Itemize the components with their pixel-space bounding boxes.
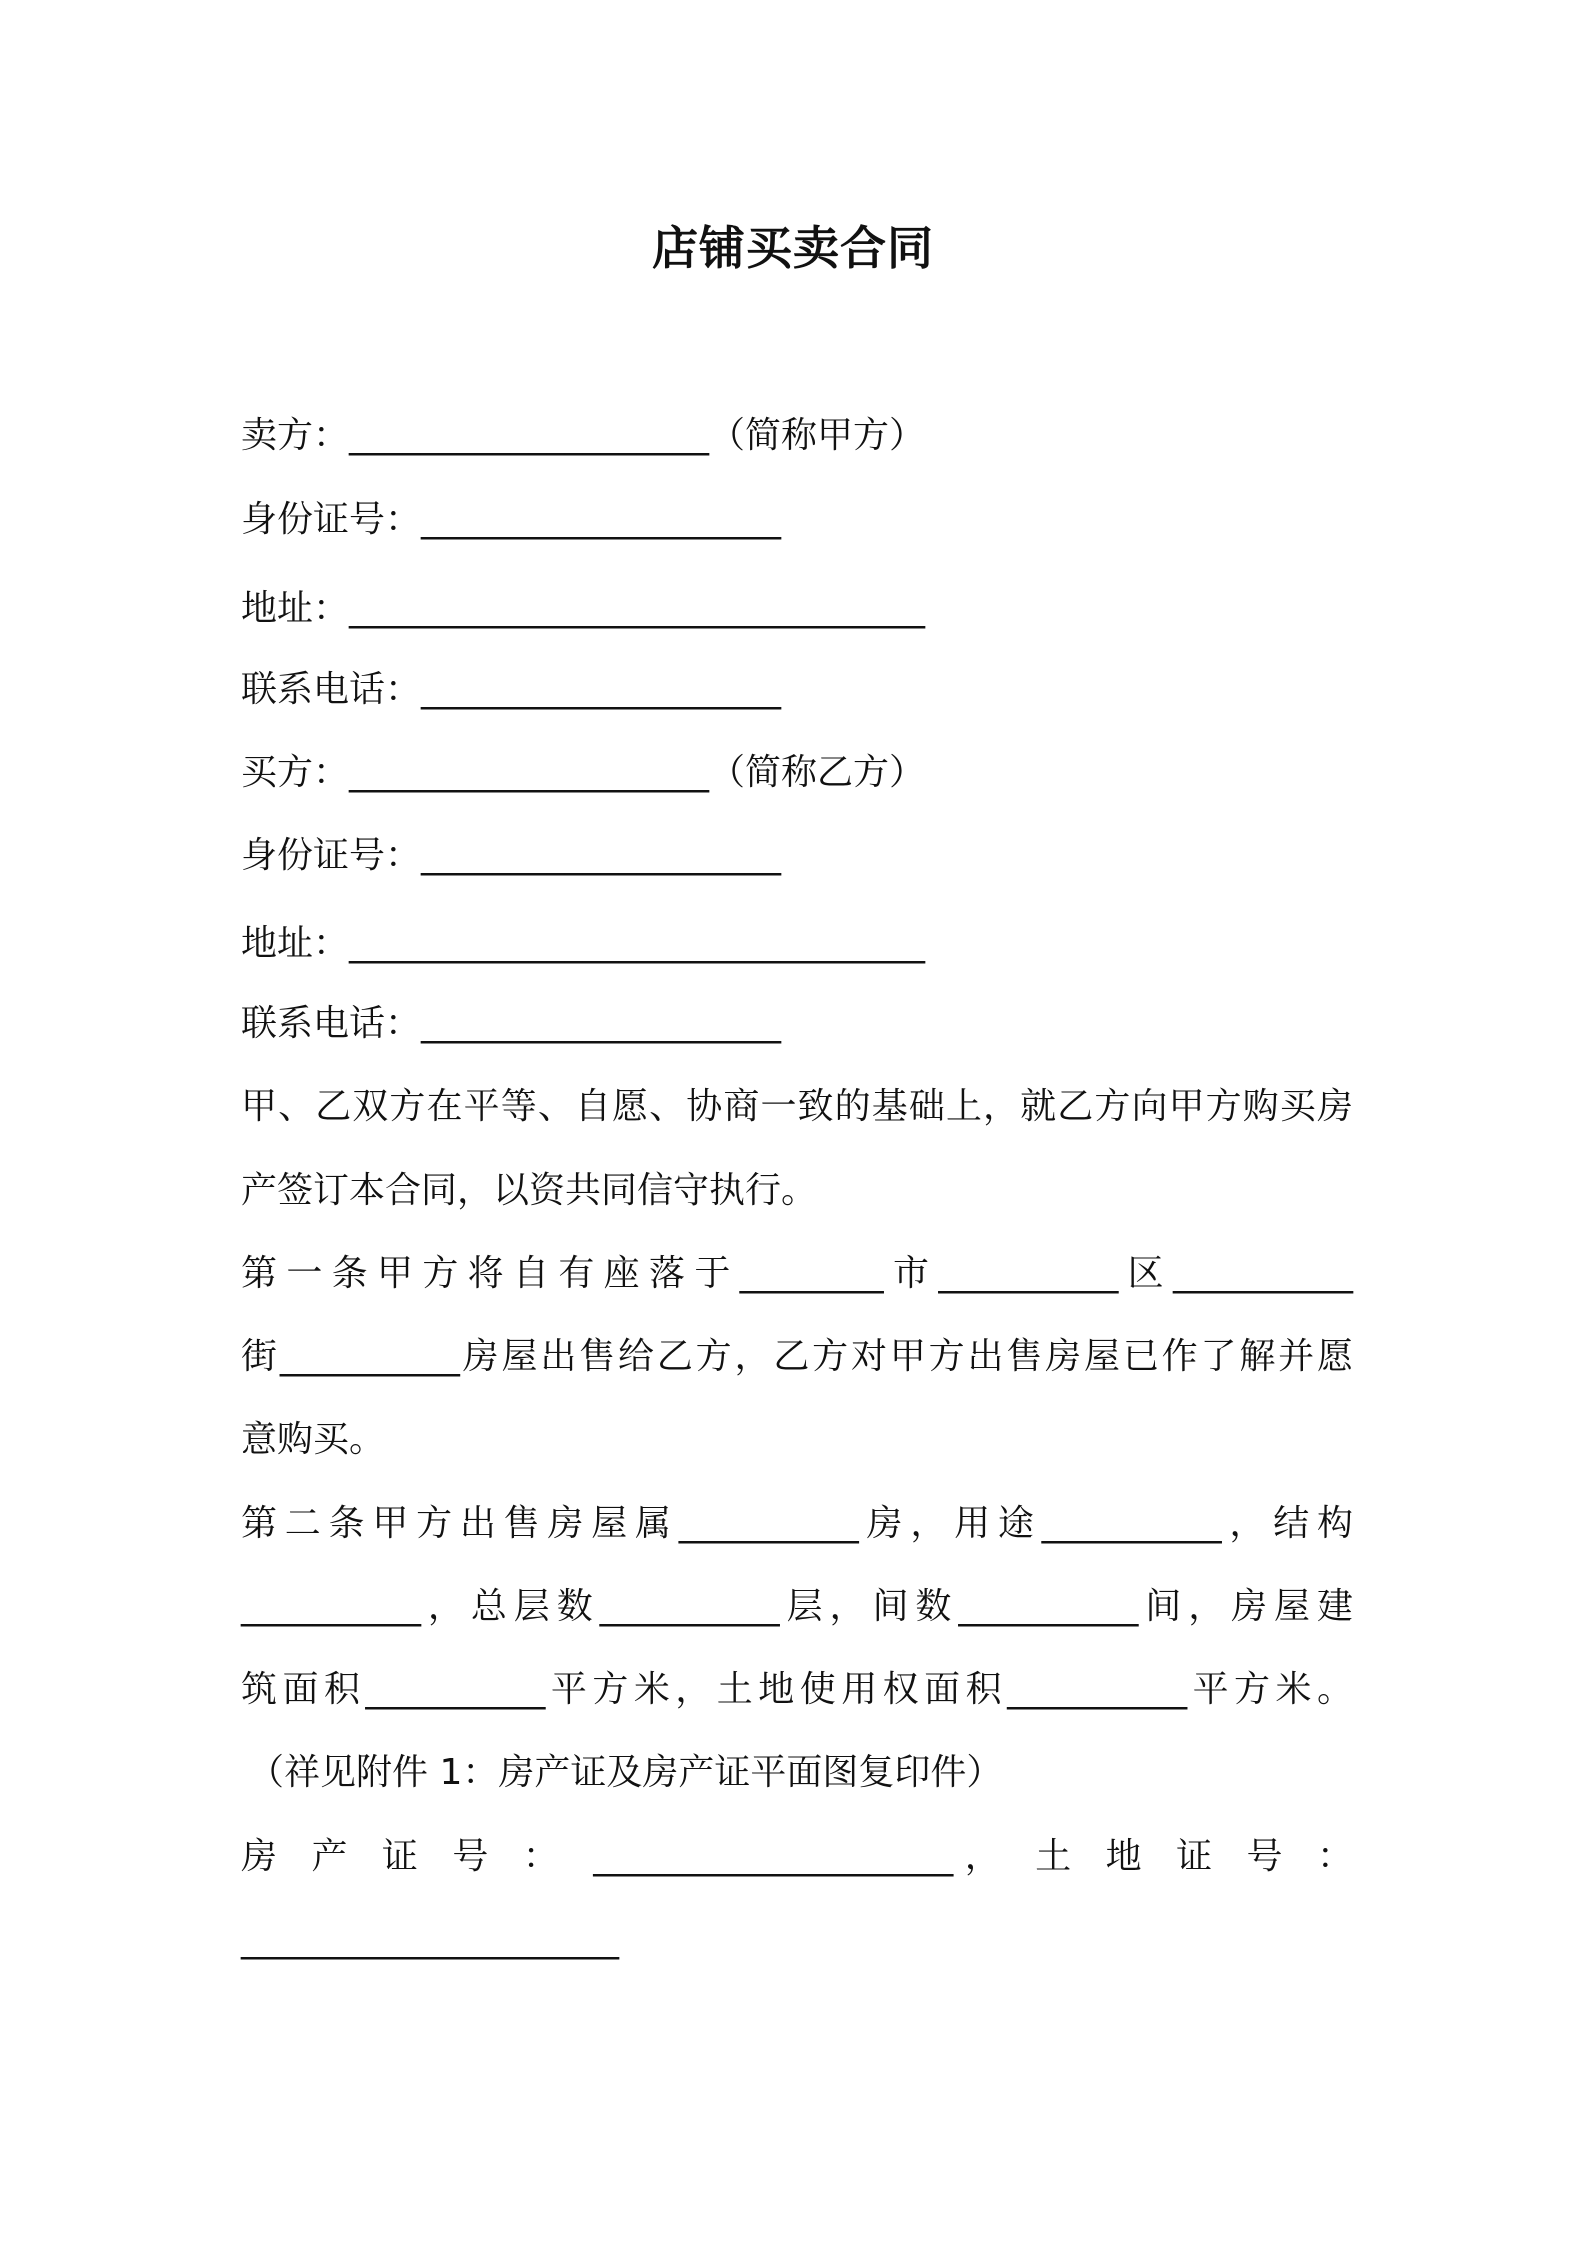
seller-address-line: 地址：________________________________ [241, 588, 926, 629]
article-2-line-2: __________，总层数__________层，间数__________间，房屋建 [241, 1586, 1353, 1627]
buyer-id-line: 身份证号：____________________ [241, 835, 782, 876]
seller-name-line: 卖方：____________________（简称甲方） [241, 415, 926, 456]
buyer-name-line: 买方：____________________（简称乙方） [241, 752, 926, 793]
preamble-line-2: 产签订本合同，以资共同信守执行。 [241, 1170, 818, 1211]
article-1-line-2: 街__________房屋出售给乙方，乙方对甲方出售房屋已作了解并愿 [241, 1336, 1353, 1377]
article-2-line-1: 第二条甲方出售房屋属__________房，用途__________，结构 [241, 1503, 1353, 1544]
preamble-line-1: 甲、乙双方在平等、自愿、协商一致的基础上，就乙方向甲方购买房 [241, 1086, 1353, 1127]
article-2-line-3: 筑面积__________平方米，土地使用权面积__________平方米。 [241, 1669, 1353, 1710]
buyer-phone-line: 联系电话：____________________ [241, 1003, 782, 1044]
attachment-note: （祥见附件 1：房产证及房产证平面图复印件） [248, 1752, 1003, 1793]
seller-phone-line: 联系电话：____________________ [241, 669, 782, 710]
seller-id-line: 身份证号：____________________ [241, 499, 782, 540]
article-1-line-1: 第一条甲方将自有座落于________市__________区__________ [241, 1253, 1353, 1294]
document-title: 店铺买卖合同 [652, 221, 934, 275]
article-1-line-3: 意购买。 [241, 1419, 386, 1460]
certificate-numbers-line: 房 产 证 号 ： ____________________， 土 地 证 号 ： [241, 1836, 1353, 1877]
buyer-address-line: 地址：________________________________ [241, 923, 926, 964]
land-certificate-blank-line: _____________________ [241, 1919, 619, 1960]
